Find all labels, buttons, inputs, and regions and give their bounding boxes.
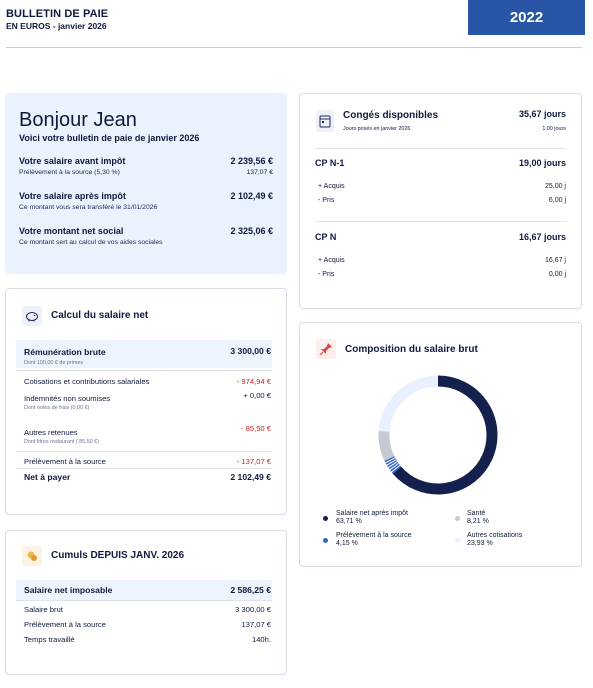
other-deductions-note: Dont titres restaurant ( 85,50 €) [24,439,99,445]
net-social-label: Votre montant net social [19,226,124,236]
donut-slice-3 [384,381,438,431]
cp-n-taken-label: - Pris [318,271,335,278]
other-deductions-value: - 85,50 € [241,424,271,433]
taxable-net-value: 2 586,25 € [230,585,271,595]
gross-salary-value: 3 300,00 € [235,605,271,614]
gross-pay-value: 3 300,00 € [230,346,271,356]
piggy-bank-icon [22,306,42,326]
legend-pct: 4,15 % [336,540,358,547]
cp-n-label: CP N [315,232,337,242]
donut-slice-1 [384,431,389,458]
allowances-note: Dont notes de frais (0,00 €) [24,405,90,411]
composition-title: Composition du salaire brut [345,344,478,355]
divider [16,468,272,469]
cumulative-withholding-value: 137,07 € [241,620,271,629]
taxable-net-label: Salaire net imposable [24,585,113,595]
contributions-label: Cotisations et contributions salariales [24,377,150,386]
greeting-heading: Bonjour Jean [19,109,137,131]
gross-salary-label: Salaire brut [24,605,63,614]
donut-slice-2 [389,458,397,470]
cp-n1-taken-label: - Pris [318,197,335,204]
donut-slice-0 [397,381,492,489]
withholding-rate-value: 137,07 € [246,169,273,176]
legend-item [467,510,489,526]
net-social-value: 2 325,06 € [230,226,273,236]
transfer-note: Ce montant vous sera transféré le 31/01/2026 [19,204,158,211]
net-salary-title: Calcul du salaire net [51,310,149,321]
salary-after-tax-value: 2 102,49 € [230,191,273,201]
legend-swatch [323,516,328,521]
legend-label: Autres cotisations [467,532,523,539]
year-badge [468,0,585,35]
divider [315,148,566,149]
contributions-value: - 974,94 € [236,377,271,386]
legend-item [336,510,408,526]
cp-n-taken-value: 0,00 j [548,271,566,278]
year-label: 2022 [509,9,544,26]
net-social-note: Ce montant sert au calcul de vos aides sociales [19,239,163,246]
greeting-intro: Voici votre bulletin de paie de janvier 2026 [19,133,200,143]
pin-icon [316,339,336,359]
legend-label: Santé [467,510,486,517]
time-worked-value: 140h. [251,635,271,644]
legend-pct: 23,93 % [467,540,493,547]
greeting-panel [5,93,287,274]
legend-pct: 63,71 % [336,518,362,525]
allowances-label: Indemnités non soumises [24,394,111,403]
cp-n1-value: 19,00 jours [518,158,566,168]
gross-pay-note: Dont 100,00 € de primes [24,360,84,366]
cp-n1-label: CP N-1 [315,158,345,168]
leave-card [299,93,582,309]
divider [16,451,272,452]
cp-n1-acquired-label: + Acquis [318,183,345,190]
leave-title: Congés disponibles [343,110,439,121]
divider [16,370,272,371]
coins-icon [22,546,42,566]
header-divider [6,47,582,48]
leave-taken: 1,00 jours [542,126,566,132]
cp-n-acquired-label: + Acquis [318,257,345,264]
net-to-pay-value: 2 102,49 € [230,472,271,482]
cp-n1-taken-value: 6,00 j [548,197,566,204]
withholding-label: Prélèvement à la source [24,457,106,466]
legend-swatch [455,516,460,521]
withholding-rate-label: Prélèvement à la source (5,30 %) [19,169,120,176]
leave-total: 35,67 jours [518,109,566,119]
cp-n-acquired-value: 16,67 j [544,257,566,264]
divider [315,221,566,222]
allowances-value: + 0,00 € [243,391,271,400]
composition-donut-chart [368,365,508,505]
other-deductions-label: Autres retenues [24,428,78,437]
gross-pay-label: Rémunération brute [24,347,106,357]
cp-n1-acquired-value: 25,00 j [544,183,566,190]
net-to-pay-label: Net à payer [24,472,71,482]
salary-before-tax-value: 2 239,56 € [230,156,273,166]
salary-before-tax-label: Votre salaire avant impôt [19,156,126,166]
legend-swatch [455,538,460,543]
legend-swatch [323,538,328,543]
cumulative-title: Cumuls DEPUIS JANV. 2026 [51,550,185,561]
divider [16,600,272,601]
document-subtitle: EN EUROS - janvier 2026 [6,21,107,31]
cp-n-value: 16,67 jours [518,232,566,242]
legend-label: Salaire net après impôt [336,510,408,517]
legend-pct: 8,21 % [467,518,489,525]
salary-after-tax-label: Votre salaire après impôt [19,191,126,201]
document-title: BULLETIN DE PAIE [6,8,109,20]
withholding-value: - 137,07 € [236,457,271,466]
legend-item [467,532,522,548]
time-worked-label: Temps travaillé [24,635,75,644]
leave-subtitle: Jours posés en janvier 2026 [343,126,411,132]
cumulative-withholding-label: Prélèvement à la source [24,620,106,629]
legend-item [336,532,411,548]
calendar-icon [316,110,334,132]
legend-label: Prélèvement à la source [336,532,412,539]
